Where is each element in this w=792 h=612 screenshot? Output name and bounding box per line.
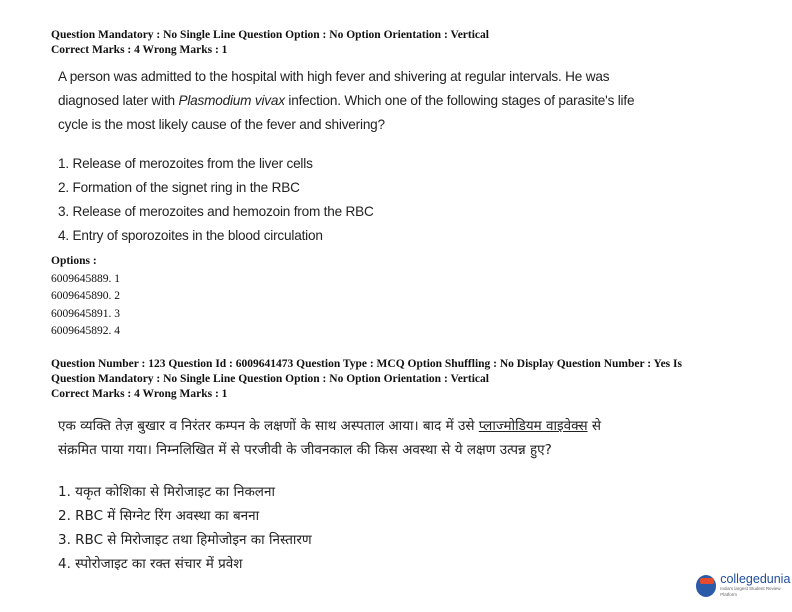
answer-choice: 4. Entry of sporozoites in the blood circulation <box>58 228 323 243</box>
marks-line: Correct Marks : 4 Wrong Marks : 1 <box>51 388 228 400</box>
question-text-fragment: infection. Which one of the following stages of parasite's life <box>284 93 635 108</box>
answer-choices-hindi <box>58 480 312 576</box>
question-text-fragment: एक व्यक्ति तेज़ बुखार व निरंतर कम्पन के लक्षणों के साथ अस्पताल आया। बाद में उसे <box>58 418 479 434</box>
question-text <box>58 65 634 137</box>
question-line <box>58 414 601 438</box>
answer-choices <box>58 152 374 248</box>
logo-name: collegedunia <box>720 572 791 586</box>
question-text-fragment: से <box>587 418 601 434</box>
question-meta-line: Question Mandatory : No Single Line Question Option : No Option Orientation : Vertical <box>51 373 489 385</box>
question-line: A person was admitted to the hospital with high fever and shivering at regular intervals. He was <box>58 69 610 84</box>
answer-choice: 4. स्पोरोजाइट का रक्त संचार में प्रवेश <box>58 556 243 572</box>
answer-choice: 3. RBC से मिरोजाइट तथा हिमोजोइन का निस्तारण <box>58 532 312 548</box>
species-name: प्लाज्मोडियम वाइवेक्स <box>478 418 588 434</box>
question-line: संक्रमित पाया गया। निम्नलिखित में से परजीवी के जीवनकाल की किस अवस्था से ये लक्षण उत्पन्न हुए? <box>58 442 552 458</box>
answer-choice: 1. यकृत कोशिका से मिरोजाइट का निकलना <box>58 484 275 500</box>
option-id: 6009645889. 1 <box>51 272 120 285</box>
logo-text <box>720 573 792 598</box>
answer-choice: 2. RBC में सिग्नेट रिंग अवस्था का बनना <box>58 508 260 524</box>
options-header: Options : <box>51 255 97 267</box>
question-meta-line: Question Mandatory : No Single Line Question Option : No Option Orientation : Vertical <box>51 29 489 41</box>
answer-choice: 2. Formation of the signet ring in the RBC <box>58 180 300 195</box>
graduate-cap-icon <box>696 575 716 597</box>
question-line: cycle is the most likely cause of the fever and shivering? <box>58 117 385 132</box>
question-text-hindi <box>58 414 601 462</box>
answer-choice: 3. Release of merozoites and hemozoin from the RBC <box>58 204 374 219</box>
species-name: Plasmodium vivax <box>178 93 285 108</box>
option-id: 6009645890. 2 <box>51 290 120 302</box>
option-id: 6009645892. 4 <box>51 325 120 337</box>
collegedunia-logo <box>696 573 792 598</box>
question-text-fragment: diagnosed later with <box>58 93 179 108</box>
logo-tagline: India's largest Student Review Platform <box>720 586 781 597</box>
options-list <box>51 253 120 341</box>
marks-line: Correct Marks : 4 Wrong Marks : 1 <box>51 44 228 56</box>
option-id: 6009645891. 3 <box>51 307 120 320</box>
question-line <box>58 89 634 113</box>
question-meta-line: Question Number : 123 Question Id : 6009641473 Question Type : MCQ Option Shuffling : No Display Question Number : Yes Is <box>51 358 682 370</box>
answer-choice: 1. Release of merozoites from the liver cells <box>58 156 313 171</box>
